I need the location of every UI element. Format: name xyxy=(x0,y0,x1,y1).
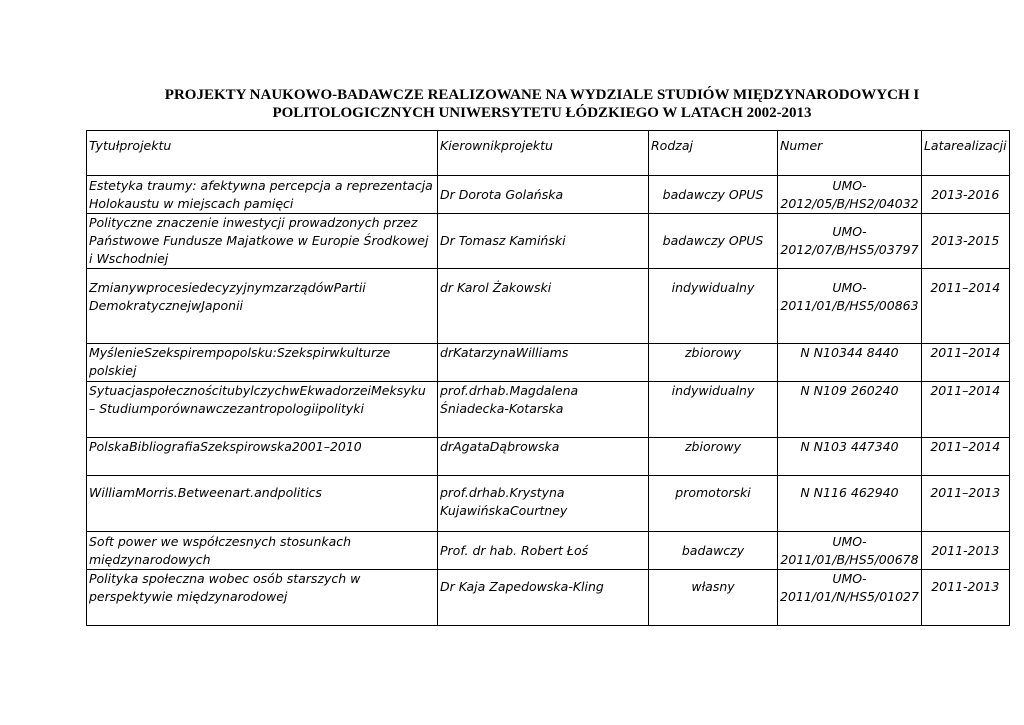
row-title: MyślenieSzekspirempopolsku:Szekspirwkulturze polskiej xyxy=(87,344,438,382)
row-number: UMO-2011/01/B/HS5/00863 xyxy=(778,269,922,344)
row-leader: prof.drhab.Magdalena Śniadecka-Kotarska xyxy=(438,382,649,438)
header-leader: Kierownikprojektu xyxy=(438,131,649,176)
row-type: badawczy OPUS xyxy=(649,214,778,269)
header-number: Numer xyxy=(778,131,922,176)
row-number: UMO-2011/01/N/HS5/01027 xyxy=(778,570,922,626)
row-type: indywidualny xyxy=(649,269,778,344)
row-leader: Prof. dr hab. Robert Łoś xyxy=(438,532,649,570)
row-years: 2013-2015 xyxy=(921,214,1009,269)
row-years: 2013-2016 xyxy=(921,176,1009,214)
table-row xyxy=(87,476,1010,532)
row-leader: prof.drhab.Krystyna KujawińskaCourtney xyxy=(438,476,649,532)
row-type: własny xyxy=(649,570,778,626)
row-type: badawczy xyxy=(649,532,778,570)
row-number: N N10344 8440 xyxy=(778,344,922,382)
row-years: 2011–2014 xyxy=(921,269,1009,344)
row-years: 2011–2014 xyxy=(921,344,1009,382)
row-years: 2011-2013 xyxy=(921,532,1009,570)
row-title: Estetyka traumy: afektywna percepcja a reprezentacja Holokaustu w miejscach pamięci xyxy=(87,176,438,214)
table-row xyxy=(87,382,1010,438)
row-title: PolskaBibliografiaSzekspirowska2001–2010 xyxy=(87,438,438,476)
row-type: badawczy OPUS xyxy=(649,176,778,214)
row-title: WilliamMorris.Betweenart.andpolitics xyxy=(87,476,438,532)
table-row xyxy=(87,532,1010,570)
table-row xyxy=(87,214,1010,269)
row-title: SytuacjaspołecznościtubylczychwEkwadorzeiMeksyku – Studiumporównawczezantropologiipolityki xyxy=(87,382,438,438)
row-number: UMO-2012/05/B/HS2/04032 xyxy=(778,176,922,214)
row-years: 2011–2014 xyxy=(921,438,1009,476)
header-years: Latarealizacji xyxy=(921,131,1009,176)
header-type: Rodzaj xyxy=(649,131,778,176)
row-title: ZmianywprocesiedecyzyjnymzarządówPartii DemokratycznejwJaponii xyxy=(87,269,438,344)
row-leader: drAgataDąbrowska xyxy=(438,438,649,476)
row-leader: Dr Dorota Golańska xyxy=(438,176,649,214)
row-leader: Dr Kaja Zapedowska-Kling xyxy=(438,570,649,626)
table-row xyxy=(87,344,1010,382)
row-type: promotorski xyxy=(649,476,778,532)
header-title: Tytułprojektu xyxy=(87,131,438,176)
document-title xyxy=(86,86,998,122)
row-number: UMO-2012/07/B/HS5/03797 xyxy=(778,214,922,269)
row-number: N N103 447340 xyxy=(778,438,922,476)
row-leader: dr Karol Żakowski xyxy=(438,269,649,344)
row-years: 2011-2013 xyxy=(921,570,1009,626)
title-line-1: PROJEKTY NAUKOWO-BADAWCZE REALIZOWANE NA WYDZIALE STUDIÓW MIĘDZYNARODOWYCH I xyxy=(164,87,920,103)
row-type: zbiorowy xyxy=(649,344,778,382)
projects-table xyxy=(86,130,1010,626)
table-row xyxy=(87,176,1010,214)
row-number: N N109 260240 xyxy=(778,382,922,438)
row-number: N N116 462940 xyxy=(778,476,922,532)
table-row xyxy=(87,570,1010,626)
table-row xyxy=(87,269,1010,344)
row-years: 2011–2013 xyxy=(921,476,1009,532)
title-line-2: POLITOLOGICZNYCH UNIWERSYTETU ŁÓDZKIEGO W LATACH 2002-2013 xyxy=(272,105,812,121)
table-row xyxy=(87,438,1010,476)
table-header-row xyxy=(87,131,1010,176)
row-title: Polityczne znaczenie inwestycji prowadzonych przez Państwowe Fundusze Majatkowe w Europie Środkowej i Wschodniej xyxy=(87,214,438,269)
row-number: UMO-2011/01/B/HS5/00678 xyxy=(778,532,922,570)
row-type: indywidualny xyxy=(649,382,778,438)
row-leader: drKatarzynaWilliams xyxy=(438,344,649,382)
row-type: zbiorowy xyxy=(649,438,778,476)
row-leader: Dr Tomasz Kamiński xyxy=(438,214,649,269)
row-years: 2011–2014 xyxy=(921,382,1009,438)
row-title: Polityka społeczna wobec osób starszych w perspektywie międzynarodowej xyxy=(87,570,438,626)
row-title: Soft power we współczesnych stosunkach międzynarodowych xyxy=(87,532,438,570)
